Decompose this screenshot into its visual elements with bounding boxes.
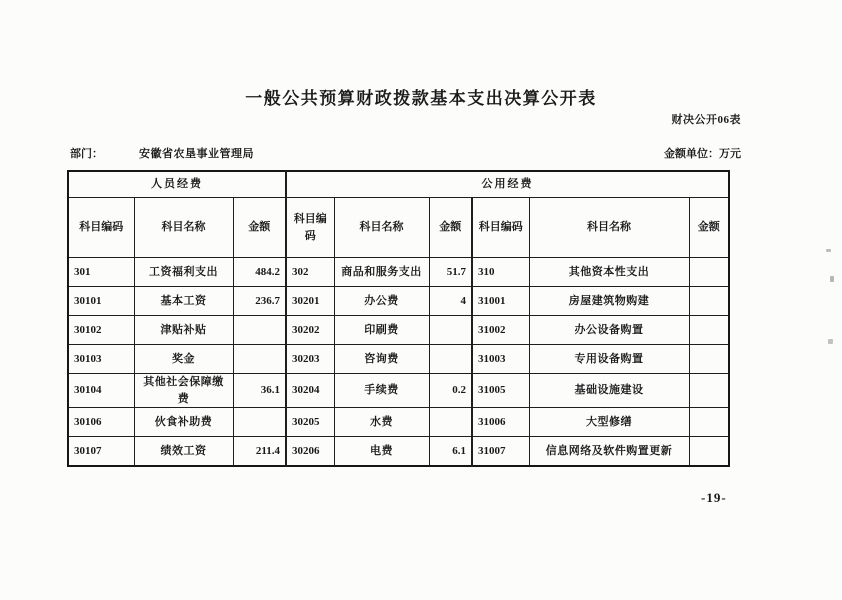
- subject-name-cell: 手续费: [334, 374, 429, 408]
- subject-code-cell: 31001: [472, 287, 529, 316]
- table-row: [68, 316, 729, 345]
- subject-name-cell: 绩效工资: [134, 437, 233, 466]
- table-row: [68, 345, 729, 374]
- subject-code-cell: 30204: [286, 374, 334, 408]
- amount-cell: 484.2: [233, 258, 286, 287]
- subject-name-cell: 办公设备购置: [529, 316, 689, 345]
- subject-name-cell: 伙食补助费: [134, 408, 233, 437]
- amount-cell: 211.4: [233, 437, 286, 466]
- amount-cell: 36.1: [233, 374, 286, 408]
- subject-code-cell: 30101: [68, 287, 134, 316]
- subject-code-cell: 31007: [472, 437, 529, 466]
- column-header-name: 科目名称: [334, 198, 429, 258]
- amount-cell: [689, 374, 729, 408]
- amount-unit-note: 金额单位：万元: [664, 148, 741, 160]
- document-title: 一般公共预算财政拨款基本支出决算公开表: [245, 89, 597, 108]
- column-header-code: 科目编码: [68, 198, 134, 258]
- amount-cell: [689, 437, 729, 466]
- subject-name-cell: 基础设施建设: [529, 374, 689, 408]
- form-code-label: 财决公开06表: [671, 114, 741, 126]
- subject-code-cell: 30206: [286, 437, 334, 466]
- subject-code-cell: 30201: [286, 287, 334, 316]
- amount-cell: [233, 316, 286, 345]
- group-header-personnel: 人员经费: [68, 171, 286, 198]
- table-row: [68, 374, 729, 408]
- column-header-amount: 金额: [233, 198, 286, 258]
- amount-cell: [429, 316, 472, 345]
- subject-name-cell: 电费: [334, 437, 429, 466]
- subject-code-cell: 30203: [286, 345, 334, 374]
- department-line: [70, 145, 254, 161]
- subject-code-cell: 30106: [68, 408, 134, 437]
- amount-cell: [233, 345, 286, 374]
- subject-code-cell: 30205: [286, 408, 334, 437]
- page-number: -19-: [701, 490, 727, 505]
- amount-cell: [429, 408, 472, 437]
- amount-cell: 0.2: [429, 374, 472, 408]
- subject-name-cell: 水费: [334, 408, 429, 437]
- budget-table: [67, 170, 730, 467]
- amount-cell: 4: [429, 287, 472, 316]
- scan-artifact: [828, 339, 833, 344]
- subject-code-cell: 31003: [472, 345, 529, 374]
- subject-name-cell: 其他资本性支出: [529, 258, 689, 287]
- department-name: 安徽省农垦事业管理局: [139, 148, 254, 160]
- column-header-code: 科目编码: [472, 198, 529, 258]
- table-row: [68, 437, 729, 466]
- subject-name-cell: 大型修缮: [529, 408, 689, 437]
- amount-cell: 236.7: [233, 287, 286, 316]
- subject-code-cell: 30102: [68, 316, 134, 345]
- table-row: [68, 287, 729, 316]
- scan-artifact: [830, 276, 834, 282]
- subject-name-cell: 商品和服务支出: [334, 258, 429, 287]
- amount-cell: [689, 345, 729, 374]
- amount-cell: [689, 408, 729, 437]
- subject-name-cell: 基本工资: [134, 287, 233, 316]
- column-header-amount: 金额: [689, 198, 729, 258]
- subject-name-cell: 信息网络及软件购置更新: [529, 437, 689, 466]
- subject-code-cell: 30107: [68, 437, 134, 466]
- amount-cell: 51.7: [429, 258, 472, 287]
- subject-code-cell: 30104: [68, 374, 134, 408]
- subject-name-cell: 其他社会保障缴费: [134, 374, 233, 408]
- table-row: [68, 408, 729, 437]
- column-header-name: 科目名称: [529, 198, 689, 258]
- subject-code-cell: 301: [68, 258, 134, 287]
- subject-code-cell: 310: [472, 258, 529, 287]
- column-header-amount: 金额: [429, 198, 472, 258]
- subject-name-cell: 专用设备购置: [529, 345, 689, 374]
- subject-name-cell: 工资福利支出: [134, 258, 233, 287]
- subject-name-cell: 印刷费: [334, 316, 429, 345]
- scan-artifact: [826, 249, 831, 252]
- subject-name-cell: 办公费: [334, 287, 429, 316]
- subject-code-cell: 31005: [472, 374, 529, 408]
- subject-code-cell: 30202: [286, 316, 334, 345]
- subject-name-cell: 房屋建筑物购建: [529, 287, 689, 316]
- department-label: 部门：: [70, 148, 103, 160]
- amount-cell: [689, 258, 729, 287]
- table-row: [68, 258, 729, 287]
- subject-code-cell: 30103: [68, 345, 134, 374]
- subject-code-cell: 31002: [472, 316, 529, 345]
- group-header-public: 公用经费: [286, 171, 729, 198]
- subject-code-cell: 31006: [472, 408, 529, 437]
- subject-code-cell: 302: [286, 258, 334, 287]
- amount-cell: [689, 287, 729, 316]
- subject-name-cell: 咨询费: [334, 345, 429, 374]
- column-header-code: 科目编码: [286, 198, 334, 258]
- column-header-row: [68, 198, 729, 258]
- amount-cell: [233, 408, 286, 437]
- group-header-row: [68, 171, 729, 198]
- subject-name-cell: 津贴补贴: [134, 316, 233, 345]
- subject-name-cell: 奖金: [134, 345, 233, 374]
- amount-cell: [689, 316, 729, 345]
- amount-cell: [429, 345, 472, 374]
- amount-cell: 6.1: [429, 437, 472, 466]
- column-header-name: 科目名称: [134, 198, 233, 258]
